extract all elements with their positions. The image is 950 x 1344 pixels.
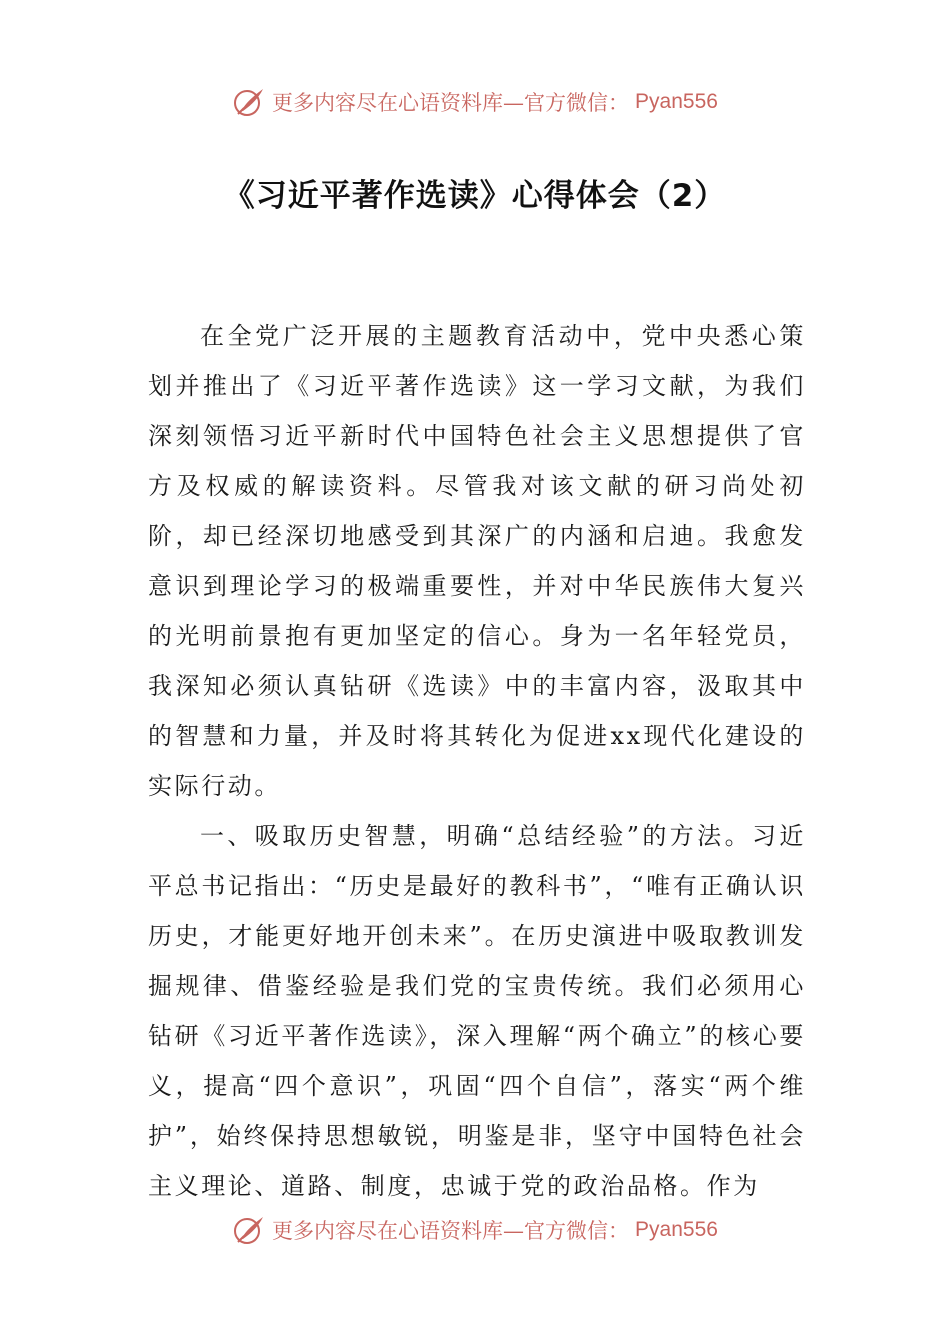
document-body xyxy=(148,311,806,1211)
banner-wechat-id: Pyan556 xyxy=(635,1218,718,1241)
banner-wechat-id: Pyan556 xyxy=(635,90,718,113)
quill-pen-logo-icon xyxy=(232,1213,266,1247)
paragraph: 一、吸取历史智慧，明确“总结经验”的方法。习近平总书记指出：“历史是最好的教科书”，“唯有正确认识历史，才能更好地开创未来”。在历史演进中吸取教训发掘规律、借鉴经验是我们党的宝贵传统。我们必须用心钻研《习近平著作选读》，深入理解“两个确立”的核心要义，提高“四个意识”，巩固“四个自信”，落实“两个维护”，始终保持思想敏锐，明鉴是非，坚守中国特色社会主义理论、道路、制度，忠诚于党的政治品格。作为 xyxy=(148,822,806,1200)
document-title: 《习近平著作选读》心得体会（2） xyxy=(223,178,727,214)
banner-text: 更多内容尽在心语资料库—官方微信： xyxy=(272,91,630,115)
paragraph: 在全党广泛开展的主题教育活动中，党中央悉心策划并推出了《习近平著作选读》这一学习文献，为我们深刻领悟习近平新时代中国特色社会主义思想提供了官方及权威的解读资料。尽管我对该文献的研习尚处初阶，却已经深切地感受到其深广的内涵和启迪。我愈发意识到理论学习的极端重要性，并对中华民族伟大复兴的光明前景抱有更加坚定的信心。身为一名年轻党员，我深知必须认真钻研《选读》中的丰富内容，汲取其中的智慧和力量，并及时将其转化为促进xx现代化建设的实际行动。 xyxy=(148,322,806,800)
header-banner xyxy=(0,82,950,122)
banner-text: 更多内容尽在心语资料库—官方微信： xyxy=(272,1219,630,1243)
quill-pen-logo-icon xyxy=(232,85,266,119)
footer-banner xyxy=(0,1210,950,1250)
